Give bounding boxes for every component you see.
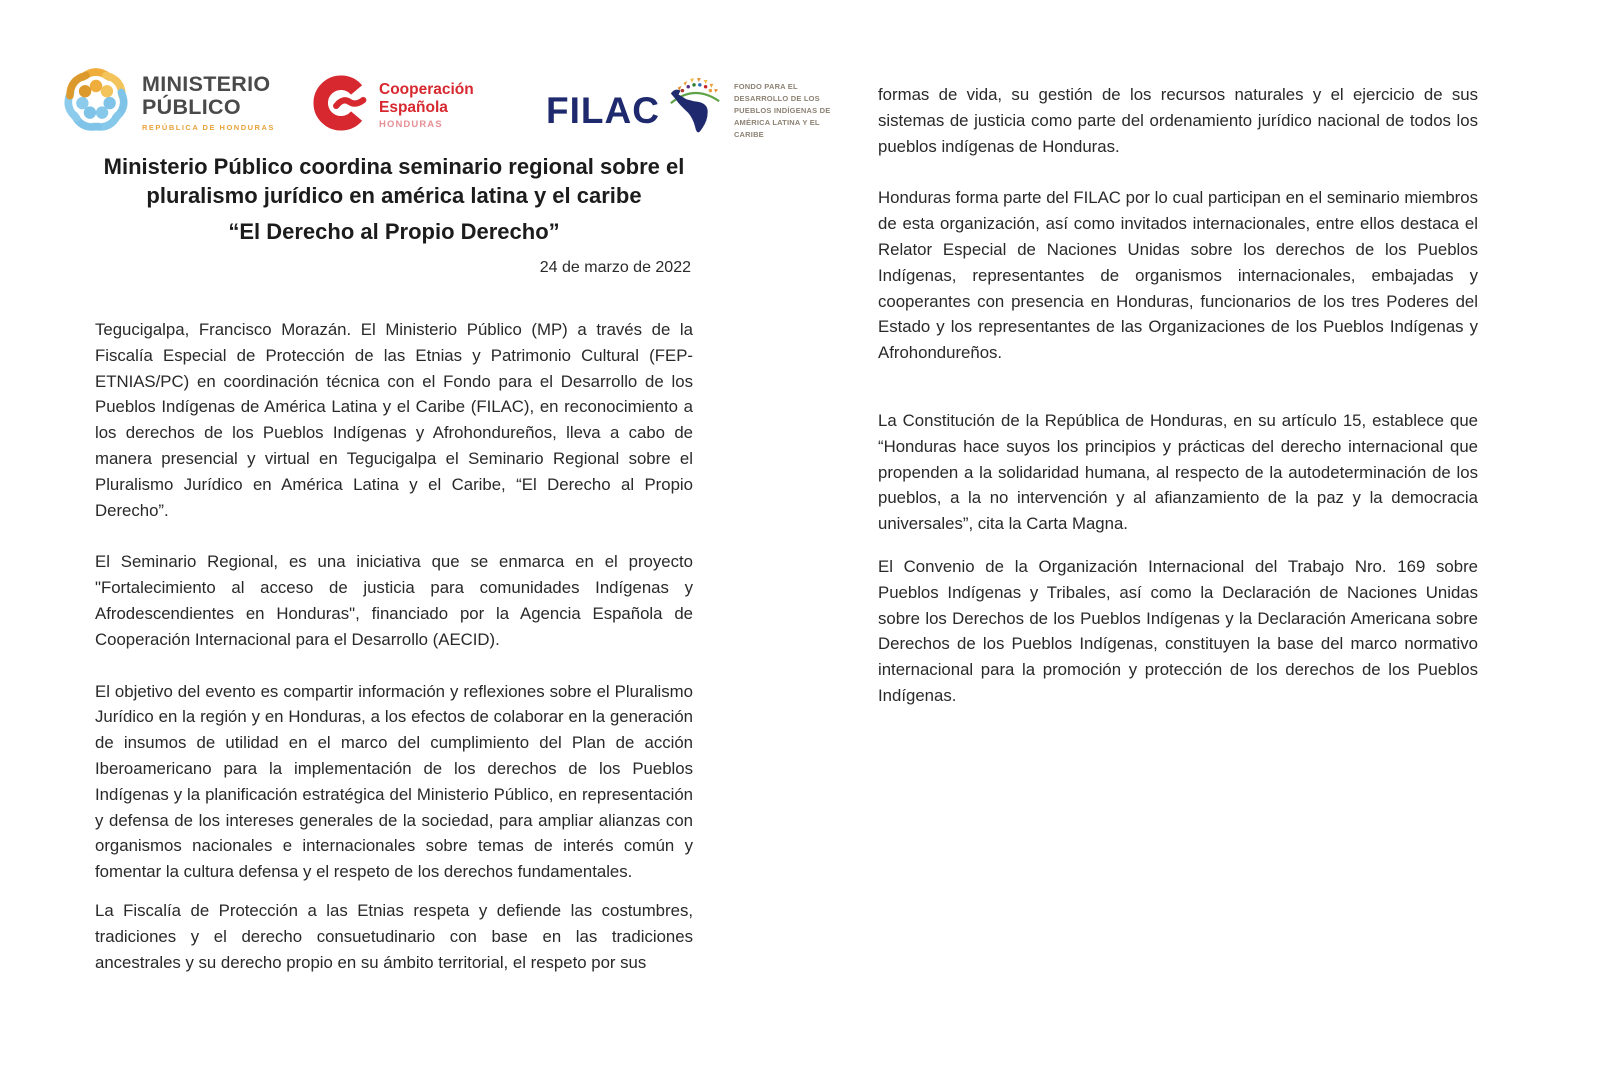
ministerio-publico-emblem-icon <box>60 64 132 141</box>
paragraph: La Constitución de la República de Honduras, en su artículo 15, establece que “Honduras hace suyos los principios y prácticas del derecho internacional que propenden a la solidaridad humana, al respecto de la autodeterminación de los pueblos, a la no intervención y al afianzamiento de la paz y la democracia universales”, cita la Carta Magna. <box>878 410 1478 534</box>
cooperacion-espanola-logo <box>312 72 487 139</box>
ministerio-publico-subtitle: REPÚBLICA DE HONDURAS <box>142 122 275 132</box>
ministerio-publico-logo <box>60 64 277 141</box>
paragraph: El Seminario Regional, es una iniciativa que se enmarca en el proyecto "Fortalecimiento al acceso de justicia para comunidades Indígenas y Afrodescendientes en Honduras", financiado por la Agencia Española de Cooperación Internacional para el Desarrollo (AECID). <box>95 552 693 649</box>
cooperacion-espanola-name: Cooperación Española <box>379 81 474 116</box>
cooperacion-espanola-c-icon <box>312 72 370 139</box>
ministerio-publico-name: MINISTERIO PÚBLICO <box>142 72 271 119</box>
paragraph: Honduras forma parte del FILAC por lo cual participan en el seminario miembros de esta organización, así como invitados internacionales, entre ellos destaca el Relator Especial de Naciones Unidas sobre los derechos de los Pueblos Indígenas, representantes de organismos internacionales, embajadas y cooperantes con presencia en Honduras, funcionarios de los tres Poderes del Estado y los representantes de las Organizaciones de los Pueblos Indígenas y Afrohondureños. <box>878 188 1478 363</box>
paragraph: El Convenio de la Organización Internacional del Trabajo Nro. 169 sobre Pueblos Indígenas y Tribales, así como la Declaración de Naciones Unidas sobre los Derechos de los Pueblos Indígenas y la Declaración Americana sobre Derechos de los Pueblos Indígenas, constituyen la base del marco normativo internacional para la promoción y protección de los derechos de los Pueblos Indígenas. <box>878 556 1478 705</box>
cooperacion-espanola-subtitle: HONDURAS <box>379 118 443 130</box>
filac-logo <box>546 76 848 145</box>
filac-acronym: FILAC <box>546 90 660 131</box>
filac-full-name: FONDO PARA EL DESARROLLO DE LOS PUEBLOS INDÍGENAS DE AMÉRICA LATINA Y EL CARIBE <box>733 81 831 139</box>
document-title: Ministerio Público coordina seminario regional sobre el pluralismo jurídico en américa latina y el caribe <box>103 154 685 209</box>
document-subtitle: “El Derecho al Propio Derecho” <box>228 219 560 245</box>
filac-map-icon <box>667 76 723 145</box>
paragraph: La Fiscalía de Protección a las Etnias respeta y defiende las costumbres, tradiciones y el derecho consuetudinario con base en las tradiciones ancestrales y su derecho propio en su ámbito territorial, el respeto por sus <box>95 901 693 972</box>
paragraph: formas de vida, su gestión de los recursos naturales y el ejercicio de sus sistemas de justicia como parte del ordenamiento jurídico nacional de todos los pueblos indígenas de Honduras. <box>878 85 1478 156</box>
document-date: 24 de marzo de 2022 <box>539 259 691 277</box>
paragraph: El objetivo del evento es compartir información y reflexiones sobre el Pluralismo Jurídico en la región y en Honduras, a los efectos de colaborar en la generación de insumos de utilidad en el marco del cumplimiento del Plan de acción Iberoamericano para la implementación de los derechos de los Pueblos Indígenas y la planificación estratégica del Ministerio Público, en representación y defensa de los intereses generales de la sociedad, para ampliar alianzas con organismos nacionales e internacionales sobre temas de interés común y fomentar la cultura defensa y el respeto de los derechos fundamentales. <box>95 681 693 882</box>
paragraph: Tegucigalpa, Francisco Morazán. El Ministerio Público (MP) a través de la Fiscalía Especial de Protección de las Etnias y Patrimonio Cultural (FEP-ETNIAS/PC) en coordinación técnica con el Fondo para el Desarrollo de los Pueblos Indígenas de América Latina y el Caribe (FILAC), en reconocimiento a los derechos de los Pueblos Indígenas y Afrohondureños, lleva a cabo de manera presencial y virtual en Tegucigalpa el Seminario Regional sobre el Pluralismo Jurídico en América Latina y el Caribe, “El Derecho al Propio Derecho”. <box>95 320 693 520</box>
left-column <box>95 152 693 1001</box>
right-column <box>878 82 1478 735</box>
